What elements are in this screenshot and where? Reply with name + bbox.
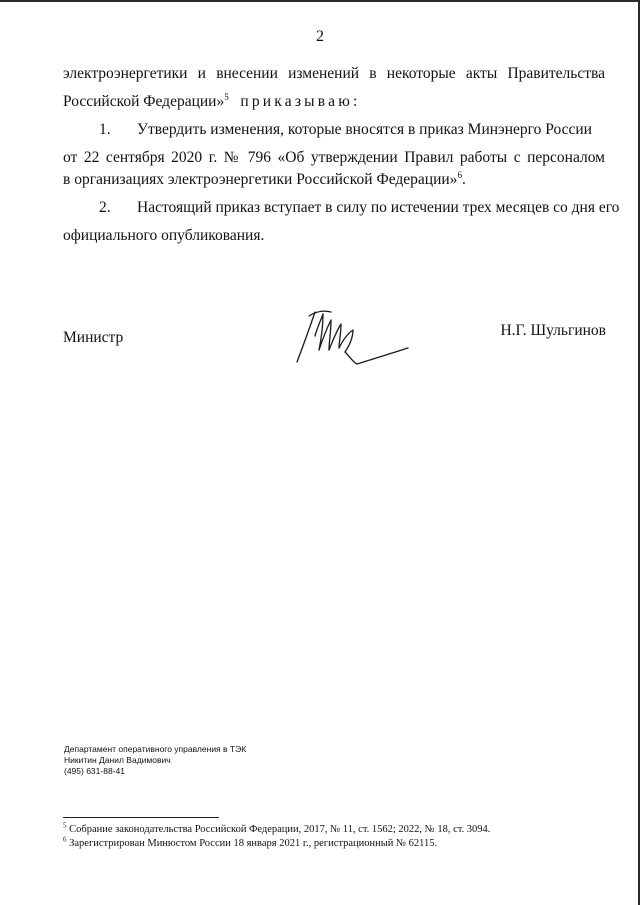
item-1-text-3: в организациях электроэнергетики Российской Федерации» — [63, 171, 458, 188]
footnote-ref-5: 5 — [224, 91, 229, 102]
footnote-5-mark: 5 — [63, 821, 67, 830]
item-2-number: 2. — [99, 199, 111, 216]
signatory-name: Н.Г. Шульгинов — [500, 322, 606, 339]
item-1-text-1: Утвердить изменения, которые вносятся в приказ Минэнерго России — [137, 121, 592, 138]
contact-phone: (495) 631-88-41 — [64, 766, 125, 776]
footnote-6 — [63, 835, 438, 849]
body-line-2 — [63, 92, 605, 112]
footnote-6-mark: 6 — [63, 835, 67, 844]
signatory-title: Министр — [63, 329, 124, 346]
item-1-line-3: в организациях электроэнергетики Российской Федерации»$^6$. — [63, 169, 466, 188]
item-1-line-1 — [63, 120, 605, 140]
item-2-line-2: официального опубликования. — [63, 227, 265, 244]
contact-person: Никитин Данил Вадимович — [64, 755, 171, 765]
body-line-2-text: Российской Федерации» — [63, 93, 225, 110]
item-1-number: 1. — [99, 121, 111, 138]
footnote-5-text: Собрание законодательства Российской Федерации, 2017, № 11, ст. 1562; 2022, № 18, ст. 3094. — [66, 824, 491, 835]
body-line-1: электроэнергетики и внесении изменений в некоторые акты Правительства — [63, 65, 605, 82]
footnote-6-text: Зарегистрирован Минюстом России 18 января 2021 г., регистрационный № 62115. — [66, 838, 438, 849]
footnote-separator — [63, 817, 219, 818]
page-number: 2 — [316, 28, 324, 45]
page-border-top — [0, 0, 640, 2]
contact-department: Департамент оперативного управления в ТЭК — [64, 744, 247, 754]
footnote-5 — [63, 821, 491, 835]
handwritten-signature — [287, 306, 412, 368]
order-word: приказываю: — [240, 93, 361, 110]
item-2-line-1 — [63, 198, 620, 218]
footnote-ref-6: 6 — [457, 169, 462, 180]
item-2-text-1: Настоящий приказ вступает в силу по истечении трех месяцев со дня его — [137, 199, 620, 216]
item-1-line-2: от 22 сентября 2020 г. № 796 «Об утверждении Правил работы с персоналом — [63, 149, 605, 166]
